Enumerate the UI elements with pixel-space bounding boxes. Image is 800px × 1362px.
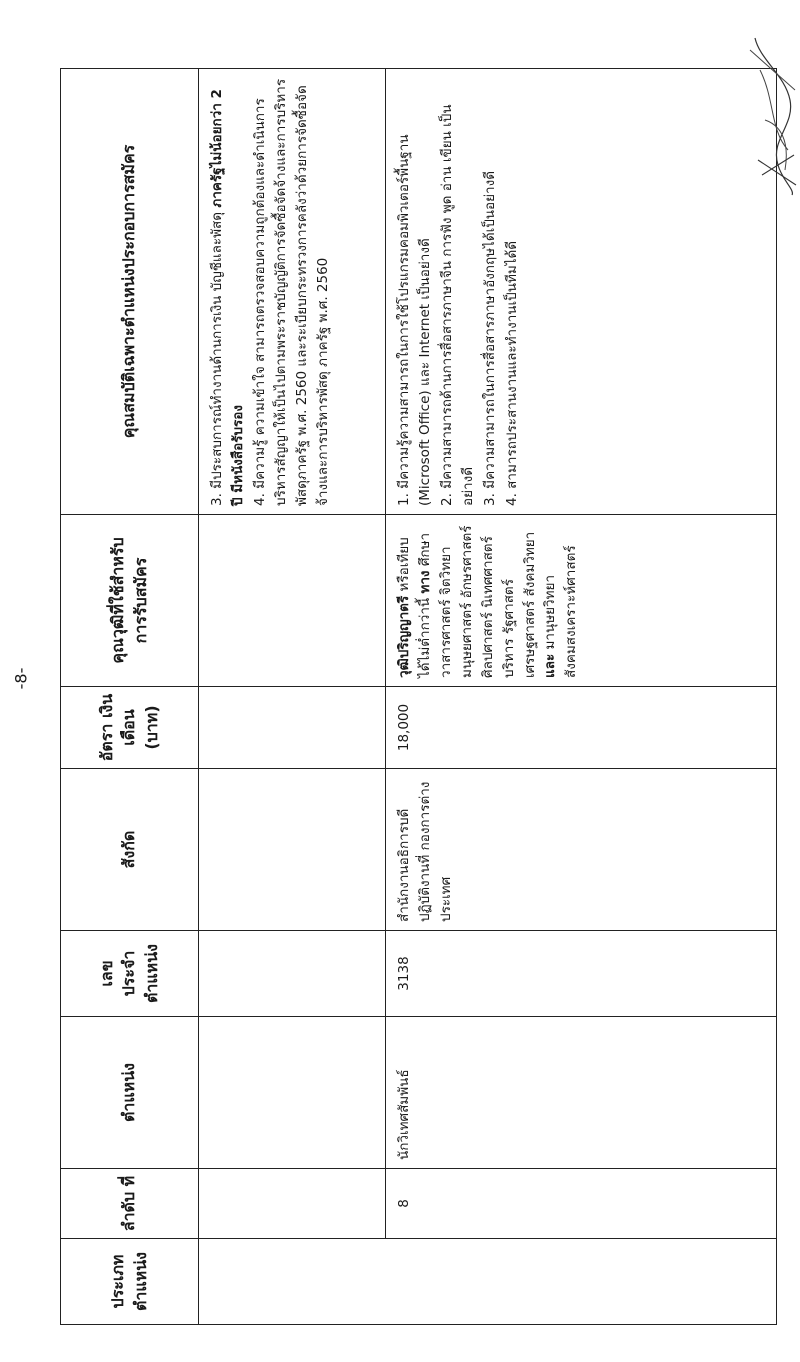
qualification-item: 3. มีความสามารถในการสื่อสารภาษาอังกฤษได้เป็นอย่างดี <box>481 171 498 506</box>
header-salary: อัตรา เงินเดือน (บาท) <box>61 687 199 769</box>
seq-cell: 8 <box>386 1169 777 1239</box>
position-table <box>60 68 777 1325</box>
header-specific-qualification: คุณสมบัติเฉพาะตำแหน่งประกอบการสมัคร <box>61 69 199 515</box>
header-qualification: คุณวุฒิที่ใช้สำหรับ การรับสมัคร <box>61 515 199 687</box>
continued-item-3: 3. มีประสบการณ์ทำงานด้านการเงิน บัญชีและพัสดุ ภาครัฐไม่น้อยกว่า 2 ปี มีหนังสือรับรอง <box>209 89 246 506</box>
qualification-cell: วุฒิปริญญาตรี หรือเทียบได้ไม่ต่ำกว่านี้ ทาง ศึกษาวาสารศาสตร์ จิตวิทยา มนุษยศาสตร์ อักษรศาสตร์ ศิลปศาสตร์ นิเทศศาสตร์ บริหาร รัฐศาสตร์ เศรษฐศาสตร์ สังคมวิทยา และ มานุษยวิทยา สังคมสงเคราะห์ศาสตร์ <box>386 515 777 687</box>
continued-row <box>199 69 386 1325</box>
header-row <box>61 69 199 1325</box>
qualification-item: 4. สามารถประสานงานและทำงานเป็นทีมได้ดี <box>503 240 520 506</box>
header-type: ประเภท ตำแหน่ง <box>61 1239 199 1325</box>
salary-cell: 18,000 <box>386 687 777 769</box>
qualification-item: 2. มีความสามารถด้านการสื่อสารภาษาจีน การฟัง พูด อ่าน เขียน เป็นอย่างดี <box>438 104 476 506</box>
continued-item-4: 4. มีความรู้ ความเข้าใจ สามารถตรวจสอบความถูกต้องและดำเนินการบริหารสัญญาให้เป็นไปตามพระราชบัญญัติการจัดซื้อจัดจ้างและการบริหารพัสดุภาครัฐ พ.ศ. 2560 และระเบียบกระทรวงการคลังว่าด้วยการจัดซื้อจัดจ้างและการบริหารพัสดุ ภาครัฐ พ.ศ. 2560 <box>251 78 331 506</box>
header-affiliation: สังกัด <box>61 769 199 931</box>
header-position-no: เลข ประจำ ตำแหน่ง <box>61 931 199 1017</box>
page-number: -8- <box>11 667 31 690</box>
position-no-cell: 3138 <box>386 931 777 1017</box>
header-position: ตำแหน่ง <box>61 1017 199 1169</box>
table-row <box>386 69 777 1325</box>
qualification-item: 1. มีความรู้ความสามารถในการใช้โปรแกรมคอมพิวเตอร์พื้นฐาน (Microsoft Office) และ Internet เป็นอย่างดี <box>396 134 433 506</box>
rotated-table-container <box>60 69 776 1325</box>
affiliation-cell: สำนักงานอธิการบดี ปฏิบัติงานที่ กองการต่างประเทศ <box>386 769 777 931</box>
signature-mark <box>700 30 800 200</box>
header-seq: ลำดับ ที่ <box>61 1169 199 1239</box>
continued-qualification-cell <box>199 69 386 515</box>
position-cell: นักวิเทศสัมพันธ์ <box>386 1017 777 1169</box>
type-cell <box>199 1239 777 1325</box>
